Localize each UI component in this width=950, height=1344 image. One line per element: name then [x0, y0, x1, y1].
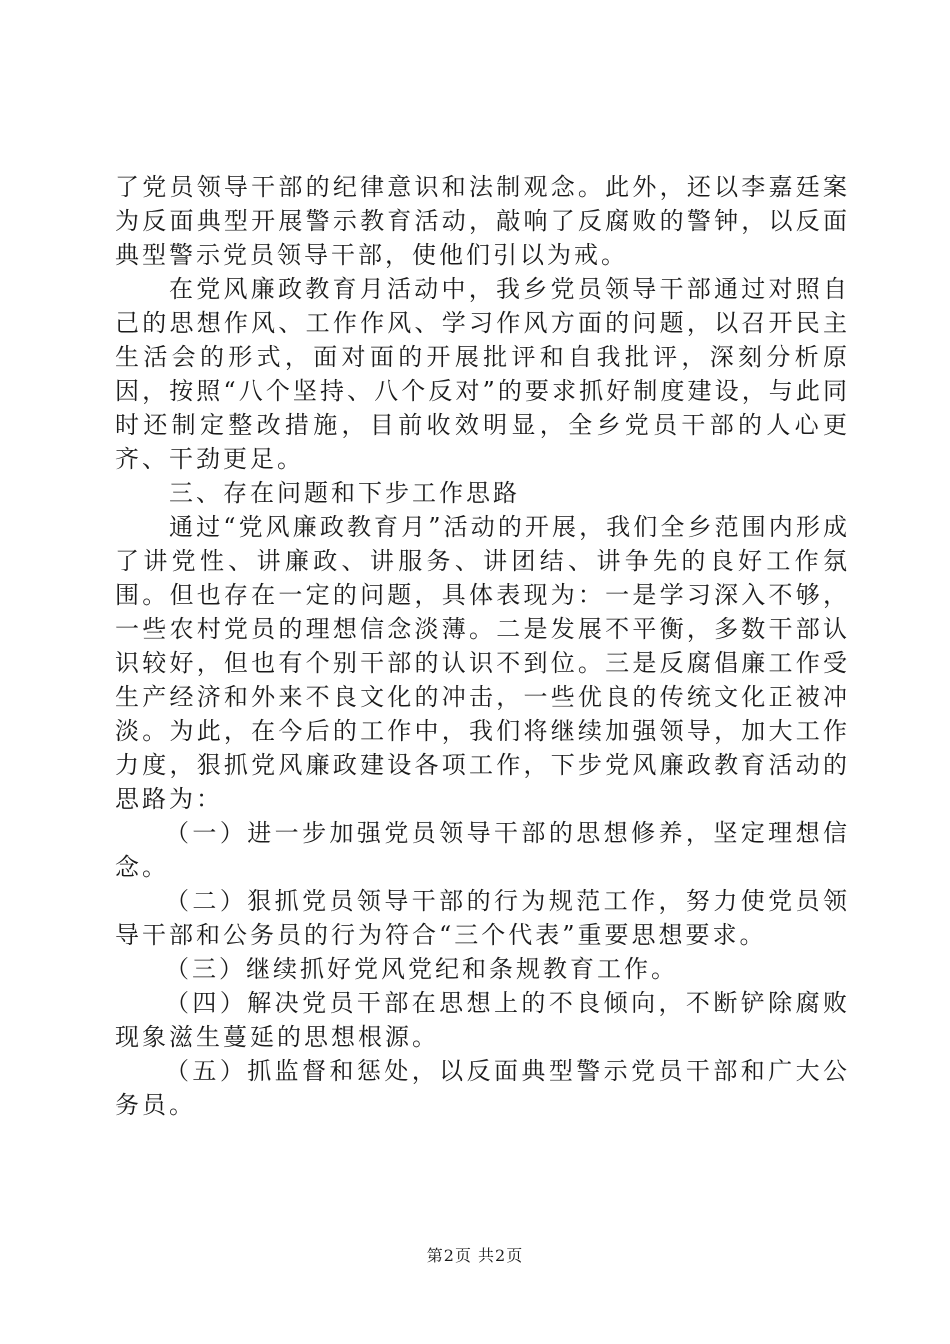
- section-heading: 三、存在问题和下步工作思路: [169, 479, 520, 507]
- paragraph-continuation: 了党员领导干部的纪律意识和法制观念。此外，还以李嘉廷案为反面典型开展警示教育活动，敲响了反腐败的警钟，以反面典型警示党员领导干部，使他们引以为戒。: [115, 173, 850, 269]
- document-body: [115, 170, 850, 1122]
- page-footer: 第2页 共2页: [426, 1246, 524, 1265]
- list-item-4: （四）解决党员干部在思想上的不良倾向，不断铲除腐败现象滋生蔓延的思想根源。: [115, 989, 850, 1051]
- list-item-2: （二）狠抓党员领导干部的行为规范工作，努力使党员领导干部和公务员的行为符合“三个代表”重要思想要求。: [115, 887, 850, 949]
- paragraph-problems: 通过“党风廉政教育月”活动的开展，我们全乡范围内形成了讲党性、讲廉政、讲服务、讲团结、讲争先的良好工作氛围。但也存在一定的问题，具体表现为：一是学习深入不够，一些农村党员的理想信念淡薄。二是发展不平衡，多数干部认识较好，但也有个别干部的认识不到位。三是反腐倡廉工作受生产经济和外来不良文化的冲击，一些优良的传统文化正被冲淡。为此，在今后的工作中，我们将继续加强领导，加大工作力度，狠抓党风廉政建设各项工作，下步党风廉政教育活动的思路为：: [115, 513, 850, 813]
- paragraph-activity-month: 在党风廉政教育月活动中，我乡党员领导干部通过对照自己的思想作风、工作作风、学习作风方面的问题，以召开民主生活会的形式，面对面的开展批评和自我批评，深刻分析原因，按照“八个坚持、八个反对”的要求抓好制度建设，与此同时还制定整改措施，目前收效明显，全乡党员干部的人心更齐、干劲更足。: [115, 275, 850, 473]
- list-item-3: （三）继续抓好党风党纪和条规教育工作。: [165, 955, 678, 983]
- list-item-5: （五）抓监督和惩处，以反面典型警示党员干部和广大公务员。: [115, 1057, 850, 1119]
- list-item-1: （一）进一步加强党员领导干部的思想修养，坚定理想信念。: [115, 819, 850, 881]
